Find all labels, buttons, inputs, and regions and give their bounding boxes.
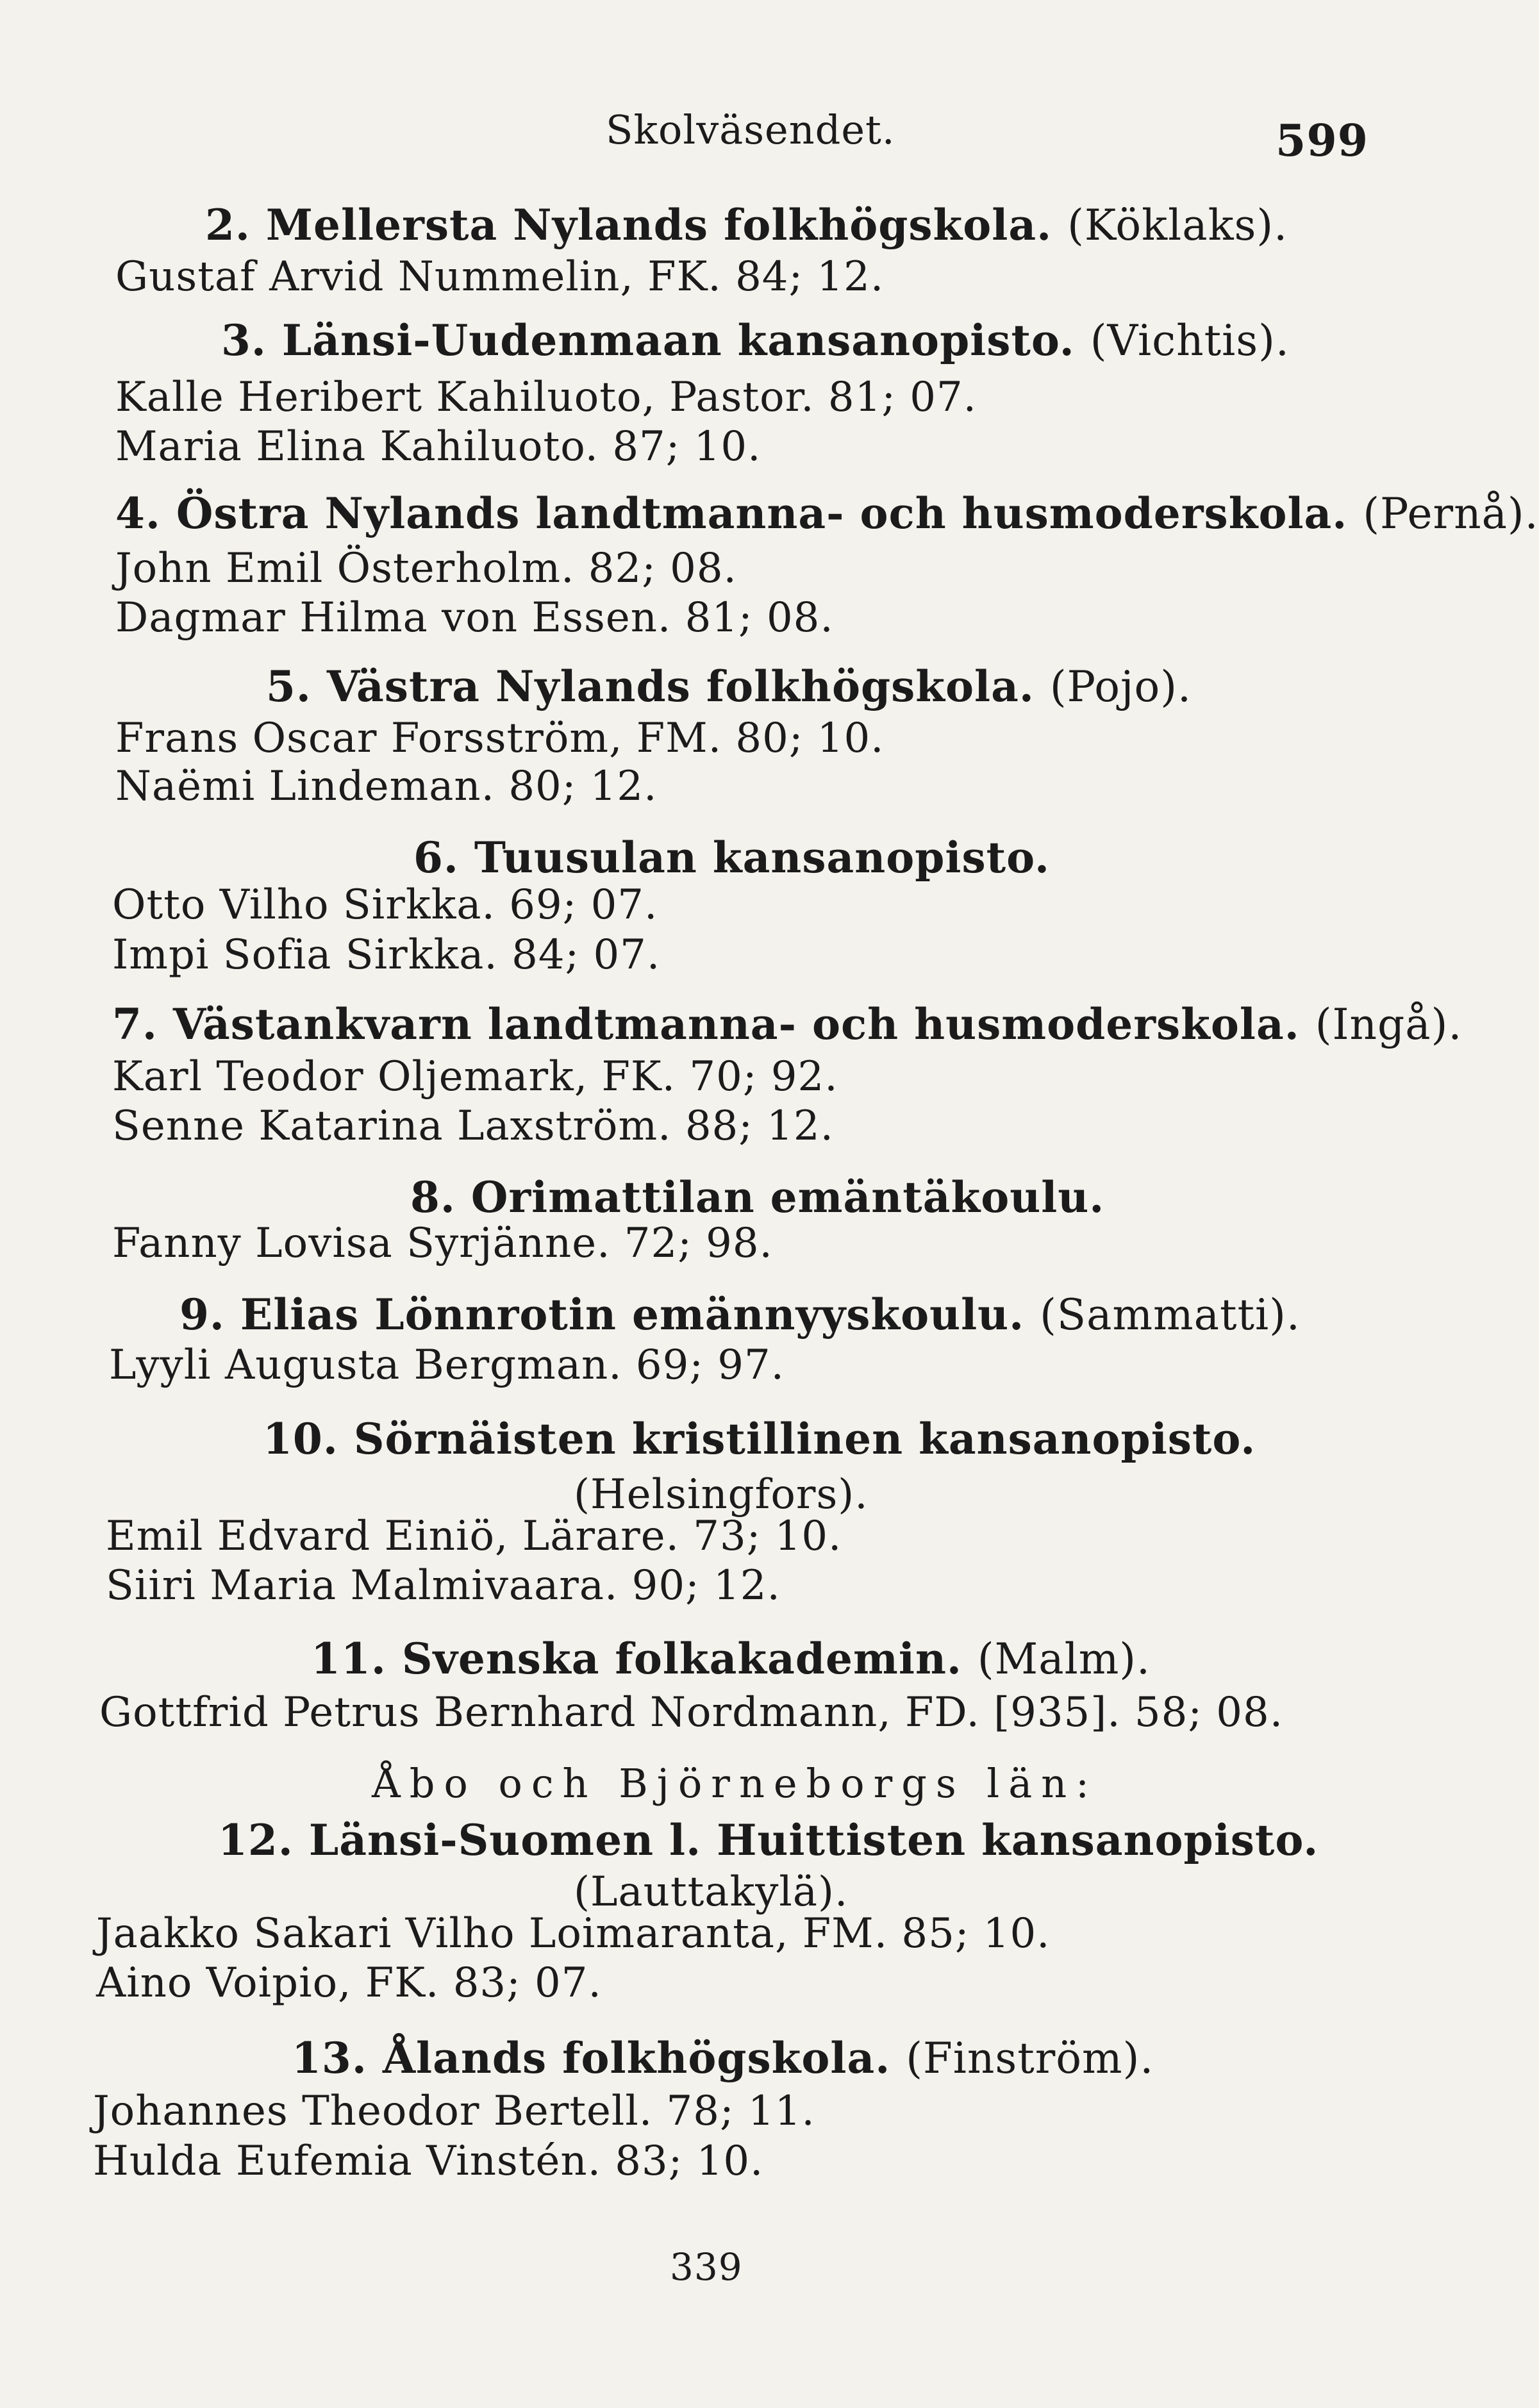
school-name: Sörnäisten kristillinen kansanopisto. [353,1414,1256,1464]
school-number: 3. [221,315,267,365]
school-number: 4. [115,488,161,538]
school-name: Länsi-Suomen l. Huittisten kansanopisto. [308,1815,1319,1865]
staff-entry: Jaakko Sakari Vilho Loimaranta, FM. 85; 10. [96,1910,1051,1957]
school-heading [112,999,1463,1049]
school-place: (Pojo). [1049,662,1192,711]
page-number: 599 [1276,115,1368,167]
school-name: Mellersta Nylands folkhögskola. [265,200,1052,250]
school-heading [115,488,1539,538]
school-name: Västankvarn landtmanna- och husmoderskola. [172,999,1300,1049]
school-name: Tuusulan kansanopisto. [474,833,1050,883]
school-place: (Ingå). [1315,1000,1463,1049]
county-heading: Åbo och Björneborgs län: [372,1760,1099,1807]
footer-number: 339 [670,2245,743,2289]
school-heading [205,200,1288,250]
school-name: Länsi-Uudenmaan kansanopisto. [281,315,1075,365]
school-heading [179,1290,1301,1340]
school-name: Elias Lönnrotin emännyyskoulu. [240,1290,1025,1340]
staff-entry: Kalle Heribert Kahiluoto, Pastor. 81; 07. [115,374,977,421]
school-heading [221,315,1290,365]
staff-entry: Johannes Theodor Bertell. 78; 11. [93,2088,815,2135]
school-place: (Malm). [977,1634,1151,1684]
school-number: 10. [263,1414,338,1464]
staff-entry: Naëmi Lindeman. 80; 12. [115,763,658,810]
school-place: (Finström). [906,2034,1154,2083]
school-number: 12. [218,1815,294,1865]
staff-entry: Lyyli Augusta Bergman. 69; 97. [109,1341,785,1389]
school-name: Svenska folkakademin. [401,1634,962,1684]
staff-entry: Dagmar Hilma von Essen. 81; 08. [115,594,834,642]
running-head: Skolväsendet. [606,106,895,153]
staff-entry: Emil Edvard Einiö, Lärare. 73; 10. [106,1513,842,1560]
staff-entry: Aino Voipio, FK. 83; 07. [96,1959,602,2007]
staff-entry: Siiri Maria Malmivaara. 90; 12. [106,1562,781,1609]
school-place: (Köklaks). [1067,201,1288,250]
school-name: Östra Nylands landtmanna- och husmoderskola. [176,488,1348,538]
school-place: (Sammatti). [1040,1290,1301,1340]
school-heading [266,661,1192,711]
school-number: 13. [292,2033,367,2083]
staff-entry: Maria Elina Kahiluoto. 87; 10. [115,423,761,470]
school-number: 11. [311,1634,387,1684]
school-name: Västra Nylands folkhögskola. [326,661,1035,711]
school-place: (Pernå). [1363,489,1539,538]
staff-entry: Hulda Eufemia Vinstén. 83; 10. [93,2138,764,2185]
school-heading [218,1815,1319,1865]
school-number: 7. [112,999,158,1049]
school-number: 6. [413,833,459,883]
school-place: (Helsingfors). [574,1471,869,1518]
staff-entry: Frans Oscar Forsström, FM. 80; 10. [115,715,885,762]
staff-entry: Gottfrid Petrus Bernhard Nordmann, FD. [935]. 58; 08. [99,1689,1284,1736]
school-number: 5. [266,661,312,711]
school-heading [263,1414,1256,1464]
staff-entry: Senne Katarina Laxström. 88; 12. [112,1102,834,1150]
staff-entry: Gustaf Arvid Nummelin, FK. 84; 12. [115,253,885,301]
school-heading [292,2033,1154,2083]
school-heading [413,833,1050,883]
staff-entry: Karl Teodor Oljemark, FK. 70; 92. [112,1053,838,1100]
school-place: (Vichtis). [1090,316,1290,365]
staff-entry: John Emil Österholm. 82; 08. [115,545,737,592]
staff-entry: Otto Vilho Sirkka. 69; 07. [112,881,658,929]
staff-entry: Fanny Lovisa Syrjänne. 72; 98. [112,1220,773,1267]
school-name: Ålands folkhögskola. [382,2033,891,2083]
school-number: 2. [205,200,251,250]
school-name: Orimattilan emäntäkoulu. [470,1172,1105,1222]
school-heading [311,1634,1151,1684]
school-place: (Lauttakylä). [574,1868,849,1916]
staff-entry: Impi Sofia Sirkka. 84; 07. [112,931,661,979]
school-heading [410,1172,1105,1222]
school-number: 9. [179,1290,225,1340]
school-number: 8. [410,1172,456,1222]
